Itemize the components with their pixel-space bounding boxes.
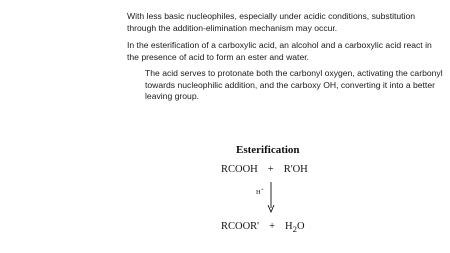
- products-row: [221, 221, 305, 234]
- water-subscript: 2: [292, 224, 297, 235]
- reactant-carboxylic-acid: RCOOH: [221, 164, 258, 175]
- plus-sign: +: [267, 164, 274, 175]
- product-ester: RCOOR': [221, 221, 260, 232]
- reactant-alcohol: R'OH: [283, 164, 308, 175]
- water-o: O: [296, 221, 305, 232]
- esterification-paragraph: In the esterification of a carboxylic acid, an alcohol and a carboxylic acid react in the presence of acid to form an ester and water.: [127, 40, 432, 62]
- reaction-arrow-icon: [266, 181, 276, 213]
- plus-sign: +: [269, 221, 275, 232]
- intro-paragraph: With less basic nucleophiles, especially under acidic conditions, substitution through the addition-elimination mechanism may occur.: [127, 11, 416, 33]
- catalyst-label: [256, 187, 264, 196]
- acid-role-paragraph: The acid serves to protonate both the carbonyl oxygen, activating the carbonyl towards nucleophilic addition, and the carboxy OH, converting it into a better leaving group.: [145, 68, 443, 102]
- scheme-title: Esterification: [236, 144, 300, 156]
- reactants-row: [221, 164, 308, 175]
- product-water: [285, 221, 305, 235]
- water-h: H: [285, 221, 293, 232]
- catalyst-charge: +: [260, 187, 264, 193]
- catalyst-symbol: H: [256, 189, 261, 197]
